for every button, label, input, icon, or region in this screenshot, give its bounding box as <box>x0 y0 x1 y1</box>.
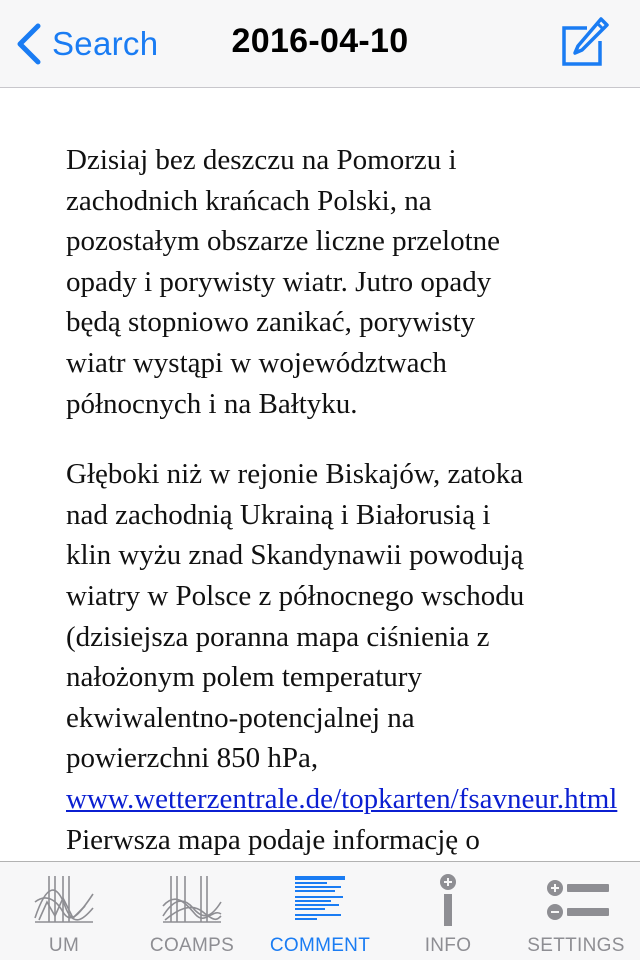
back-button-label: Search <box>52 25 159 62</box>
meteogram-icon <box>157 872 227 928</box>
paragraph <box>66 454 640 860</box>
tab-label: COAMPS <box>149 935 235 956</box>
tab-bar <box>0 861 640 960</box>
document-icon <box>285 872 355 928</box>
tab-coamps[interactable] <box>128 862 256 960</box>
settings-icon <box>541 872 611 928</box>
paragraph-text: Pierwsza mapa podaje informację o <box>66 823 480 856</box>
source-link[interactable]: www.wetterzentrale.de/topkarten/fsavneur.html <box>66 782 618 815</box>
navigation-bar <box>0 0 640 88</box>
comment-content[interactable] <box>0 88 640 861</box>
tab-label: COMMENT <box>269 935 371 956</box>
compose-icon <box>560 16 610 68</box>
paragraph: Dzisiaj bez deszczu na Pomorzu i zachodnich krańcach Polski, na pozostałym obszarze liczne przelotne opady i porywisty wiatr. Jutro opady będą stopniowo zanikać, porywisty wiatr wystąpi w województwach północnych i na Bałtyku. <box>66 144 500 420</box>
tab-label: SETTINGS <box>527 935 625 956</box>
tab-info[interactable] <box>384 862 512 960</box>
meteogram-icon <box>29 872 99 928</box>
page-title: 2016-04-10 <box>231 22 409 60</box>
paragraph-text: Głęboki niż w rejonie Biskajów, zatoka nad zachodnią Ukrainą i Białorusią i klin wyżu znad Skandynawii powodują wiatry w Polsce z północnego wschodu (dzisiejsza poranna mapa ciśnienia z nałożonym polem temperatury ekwiwalentno-potencjalnej na powierzchni 850 hPa, <box>66 458 525 775</box>
compose-button[interactable] <box>560 16 610 68</box>
tab-settings[interactable] <box>512 862 640 960</box>
tab-label: INFO <box>424 935 472 956</box>
comment-text <box>66 140 640 860</box>
tab-um[interactable] <box>0 862 128 960</box>
tab-label: UM <box>48 935 80 956</box>
tab-comment[interactable] <box>256 862 384 960</box>
info-icon <box>413 872 483 928</box>
